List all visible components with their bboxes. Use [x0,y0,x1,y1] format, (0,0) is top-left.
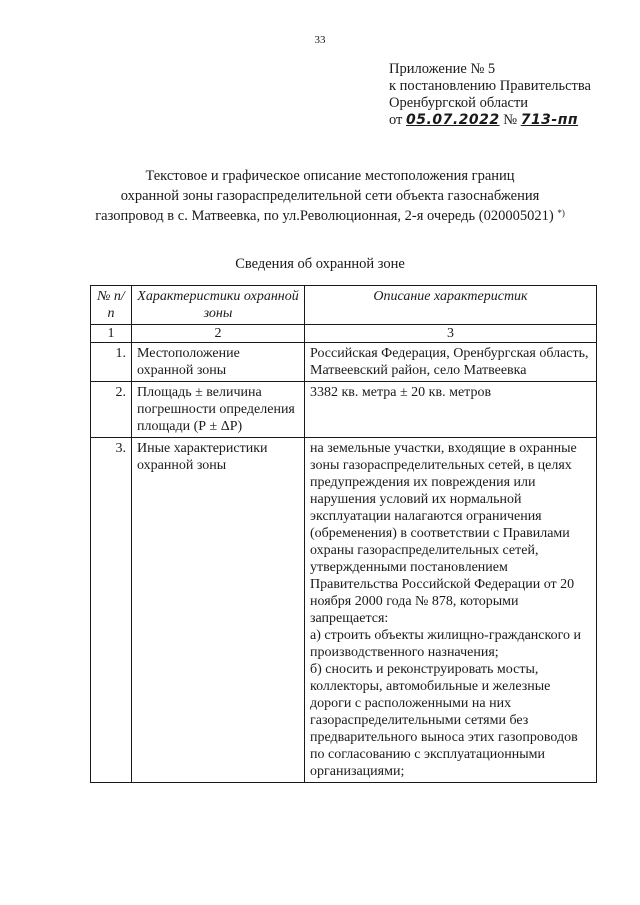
row-characteristic: Площадь ± величина погрешности определения площади (Р ± ΔР) [132,382,305,438]
index-cell-3: 3 [305,325,597,343]
index-cell-1: 1 [91,325,132,343]
table-index-row [91,325,597,343]
appendix-block [389,61,591,129]
row-description: 3382 кв. метра ± 20 кв. метров [305,382,597,438]
table-header-row [91,286,597,325]
handwritten-date: 05.07.2022 [406,112,500,128]
table-row [91,343,597,382]
row-characteristic: Местоположение охранной зоны [132,343,305,382]
appendix-date-line [389,112,591,129]
footnote-mark: *) [557,208,565,218]
table-row [91,438,597,783]
header-characteristic: Характеристики охранной зоны [132,286,305,325]
index-cell-2: 2 [132,325,305,343]
title-line-3 [60,206,600,226]
row-number: 3. [91,438,132,783]
row-description: Российская Федерация, Оренбургская область, Матвеевский район, село Матвеевка [305,343,597,382]
header-description: Описание характеристик [305,286,597,325]
table-row [91,382,597,438]
row-description: на земельные участки, входящие в охранные зоны газораспределительных сетей, в целях предупреждения их повреждения или нарушения условий их нормальной эксплуатации налагаются ограничения (обременения) в соответствии с Правилами охраны газораспределительных сетей, утвержденными постановлением Правительства Российской Федерации от 20 ноября 2000 года № 878, которыми запрещается: а) строить объекты жилищно-гражданского и производственного назначения; б) сносить и реконструировать мосты, коллекторы, автомобильные и железные дороги с расположенными на них газораспределительными сетями без предварительного выноса этих газопроводов по согласованию с эксплуатационными организациями; [305,438,597,783]
header-num: № п/п [91,286,132,325]
appendix-title: Приложение № 5 [389,61,496,77]
appendix-reference: к постановлению Правительства [389,78,591,94]
handwritten-number: 713-пп [520,112,579,128]
row-number: 2. [91,382,132,438]
page-number: 33 [314,34,326,46]
title-line-2: охранной зоны газораспределительной сети объекта газоснабжения [120,188,540,204]
number-prefix: № [503,112,518,128]
document-title [60,166,600,226]
title-line-1: Текстовое и графическое описание местоположения границ [145,168,515,184]
appendix-region: Оренбургской области [389,95,529,111]
date-prefix: от [389,112,403,128]
title-line-3-text: газопровод в с. Матвеевка, по ул.Революционная, 2-я очередь (020005021) [95,208,554,224]
row-characteristic: Иные характеристики охранной зоны [132,438,305,783]
section-title: Сведения об охранной зоне [235,256,405,272]
row-number: 1. [91,343,132,382]
zone-info-table [90,285,597,783]
